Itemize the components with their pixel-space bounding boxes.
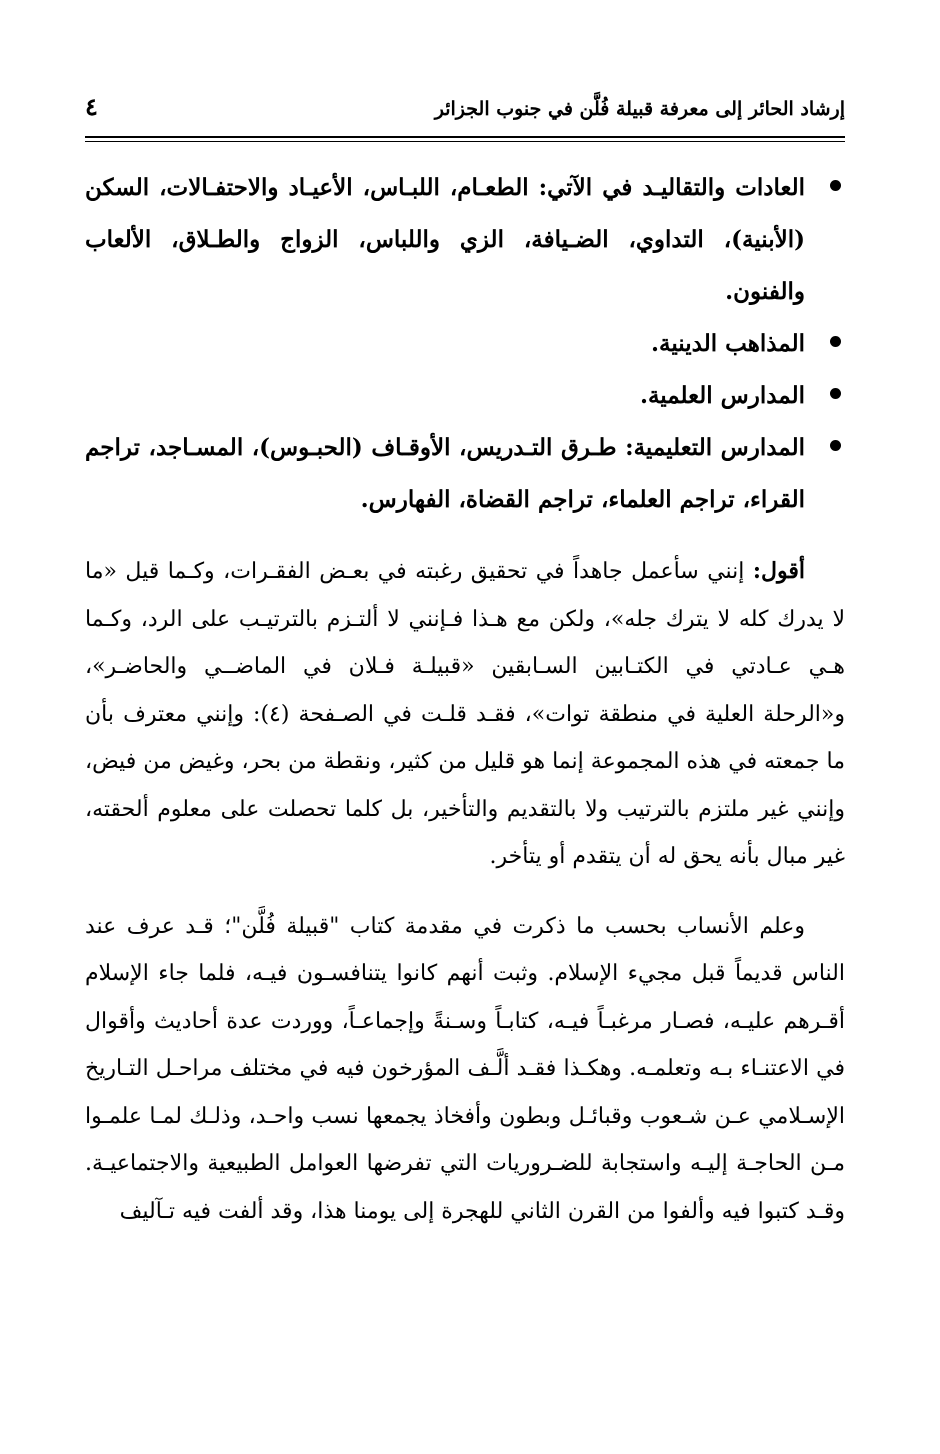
running-header [85,92,845,134]
list-item [85,318,845,370]
paragraph-text: إنني سأعمل جاهداً في تحقيق رغبته في بعـض الفقـرات، وكـما قيل «ما لا يدرك كله لا يترك جله»، ولكن مع هـذا فـإنني لا ألتـزم بالترتيـب على الرد، وكـما هـي عـادتي في الكتـابين السـابقين «قبيلـة فـلان في الماضــي والحاضـر»، و«الرحلة العلية في منطقة توات»، فقـد قلـت في الصـفحة (٤): وإنني معترف بأن ما جمعته في هذه المجموعة إنما هو قليل من كثير، ونقطة من بحر، وغيض من فيض، وإنني غير ملتزم بالترتيب ولا بالتقديم والتأخير، بل كلما تحصلت على معلوم ألحقته، غير مبال بأنه يحق له أن يتقدم أو يتأخر. [85,559,845,869]
list-item-text: المذاهب الدينية. [651,330,805,357]
topic-list [85,162,845,526]
bullet-icon [830,180,841,191]
list-item-text: المدارس العلمية. [639,382,805,409]
book-page [85,92,845,1235]
list-item [85,162,845,318]
paragraph-text: وعلم الأنساب بحسب ما ذكرت في مقدمة كتاب "قبيلة فُلَّن"؛ قـد عرف عند الناس قديماً قبل مجيء الإسلام. وثبت أنهم كانوا يتنافسـون فيـه، فلما جاء الإسلام أقـرهم عليـه، فصـار مرغبـاً فيـه، كتابـاً وسـنةً وإجماعـاً، ووردت عدة أحاديث وأقوال في الاعتنـاء بـه وتعلمـه. وهكـذا فقـد ألَّـف المؤرخون فيه في مختلف مراحـل التـاريخ الإسـلامي عـن شـعوب وقبائـل وبطون وأفخاذ يجمعها نسب واحـد، وذلـك لمـا علمـوا مـن الحاجـة إليـه واستجابة للضـروريات التي تفرضها العوامل الطبيعية والاجتماعيـة. وقـد كتبوا فيه وألفوا من القرن الثاني للهجرة إلى يومنا هذا، وقد ألفت فيه تـآليف [85,913,845,1224]
page-number: ٤ [85,92,98,121]
list-item [85,422,845,526]
header-rule-thin [85,141,845,142]
paragraph-aqul [85,548,845,881]
paragraph-label: أقول: [752,558,805,584]
running-title: إرشاد الحائر إلى معرفة قبيلة فُلَّن في جنوب الجزائر [434,98,845,120]
bullet-icon [830,336,841,347]
list-item [85,370,845,422]
paragraph-genealogy [85,903,845,1236]
bullet-icon [830,388,841,399]
header-rule-thick [85,136,845,138]
list-item-text: العادات والتقاليـد في الآتي: الطعـام، اللبـاس، الأعيـاد والاحتفـالات، السكن (الأبنية)، التداوي، الضـيافة، الزي واللباس، الزواج والطـلاق، الألعاب والفنون. [85,174,805,305]
bullet-icon [830,440,841,451]
list-item-text: المدارس التعليمية: طـرق التـدريس، الأوقـاف (الحبـوس)، المسـاجد، تراجم القراء، تراجم العلماء، تراجم القضاة، الفهارس. [85,434,805,513]
